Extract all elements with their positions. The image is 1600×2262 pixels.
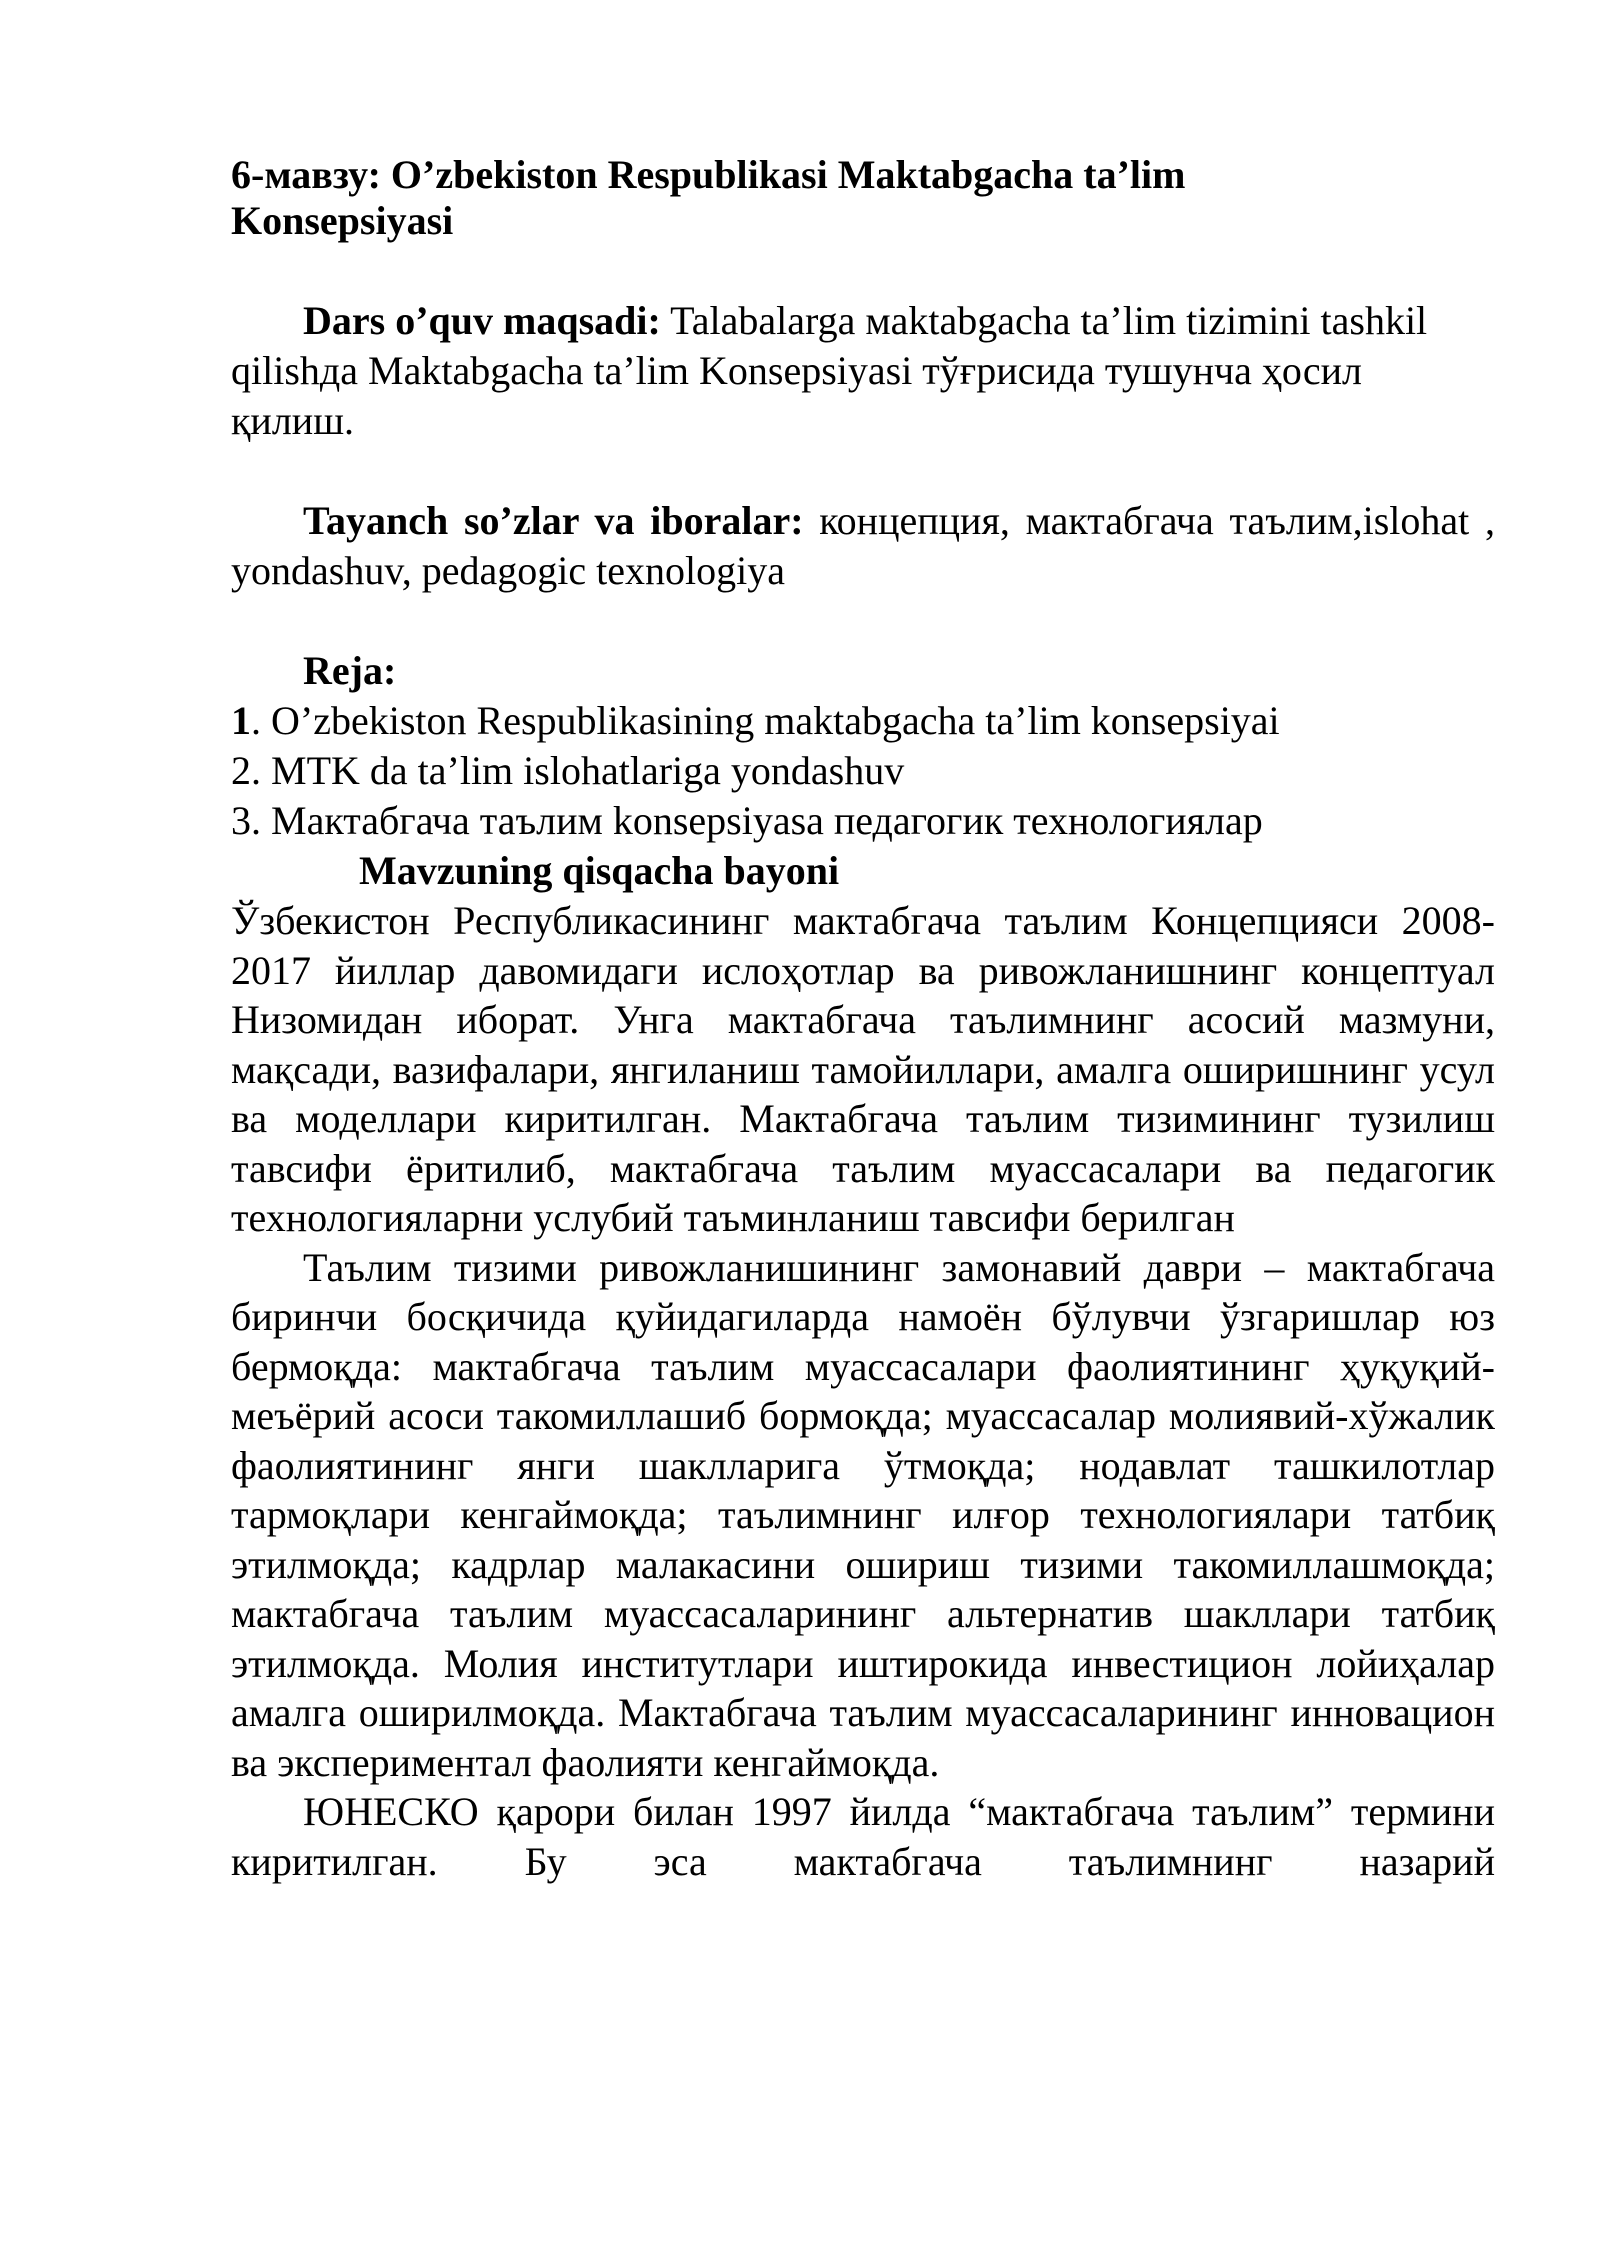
keywords-label: Tayanch so’zlar va iboralar: xyxy=(303,498,804,543)
document-page xyxy=(231,152,1495,1886)
page-title xyxy=(231,152,1495,244)
plan-item-number: 3 xyxy=(231,798,251,843)
lesson-goal-label: Dars o’quv maqsadi: xyxy=(303,298,661,343)
plan-item xyxy=(231,796,1495,846)
plan-item xyxy=(231,696,1495,746)
title-line-2: Konsepsiyasi xyxy=(231,198,454,243)
plan-item-text: . Мактабгача таълим konsepsiyasa педагогик технологиялар xyxy=(251,798,1263,843)
keywords-text: концепция, мактабгача таълим,islohat , yondashuv, pedagogic texnologiya xyxy=(231,498,1495,593)
plan-item-number: 1 xyxy=(231,698,251,743)
plan-item-text: . O’zbekiston Respublikasining maktabgacha ta’lim konsepsiyai xyxy=(251,698,1280,743)
lesson-goal-text: Talabalarga мaktabgacha ta’lim tizimini tashkil qilishда Maktabgacha ta’lim Konsepsiyasi тўғрисида тушунча ҳосил қилиш. xyxy=(231,298,1428,443)
plan-item-number: 2 xyxy=(231,748,251,793)
plan-item xyxy=(231,746,1495,796)
summary-paragraph-3: ЮНЕСКО қарори билан 1997 йилда “мактабгача таълим” термини киритилган. Бу эса мактабгача таълимнинг назарий xyxy=(231,1789,1495,1884)
lesson-goal-paragraph xyxy=(231,296,1495,446)
plan-item-text: . MTK da ta’lim islohatlariga yondashuv xyxy=(251,748,905,793)
summary-paragraph-2: Таълим тизими ривожланишининг замонавий даври – мактабгача биринчи босқичида қуйидагиларда намоён бўлувчи ўзгаришлар юз бермоқда: мактабгача таълим муассасалари фаолиятининг ҳуқуқий-меъёрий асоси такомиллашиб бормоқда; муассасалар молиявий-хўжалик фаолиятининг янги шаклларига ўтмоқда; нодавлат ташкилотлар тармоқлари кенгаймоқда; таълимнинг илғор технологиялари татбиқ этилмоқда; кадрлар малакасини ошириш тизими такомиллашмоқда; мактабгача таълим муассасаларининг альтернатив шакллари татбиқ этилмоқда. Молия институтлари иштирокида инвестицион лойиҳалар амалга оширилмоқда. Мактабгача таълим муассасаларининг инновацион ва экспериментал фаолияти кенгаймоқда. xyxy=(231,1244,1495,1785)
plan-heading: Reja: xyxy=(303,648,397,693)
keywords-paragraph xyxy=(231,496,1495,596)
summary-paragraph-1: Ўзбекистон Республикасининг мактабгача таълим Концепцияси 2008-2017 йиллар давомидаги ислоҳотлар ва ривожланишнинг концептуал Низомидан иборат. Унга мактабгача таълимнинг асосий мазмуни, мақсади, вазифалари, янгиланиш тамойиллари, амалга оширишнинг усул ва моделлари киритилган. Мактабгача таълим тизимининг тузилиш тавсифи ёритилиб, мактабгача таълим муассасалари ва педагогик технологияларни услубий таъминланиш тавсифи берилган xyxy=(231,898,1495,1240)
plan-list xyxy=(231,696,1495,846)
summary-heading: Mavzuning qisqacha bayoni xyxy=(359,848,840,893)
title-line-1: 6-мавзу: O’zbekiston Respublikasi Maktabgacha ta’lim xyxy=(231,152,1186,197)
